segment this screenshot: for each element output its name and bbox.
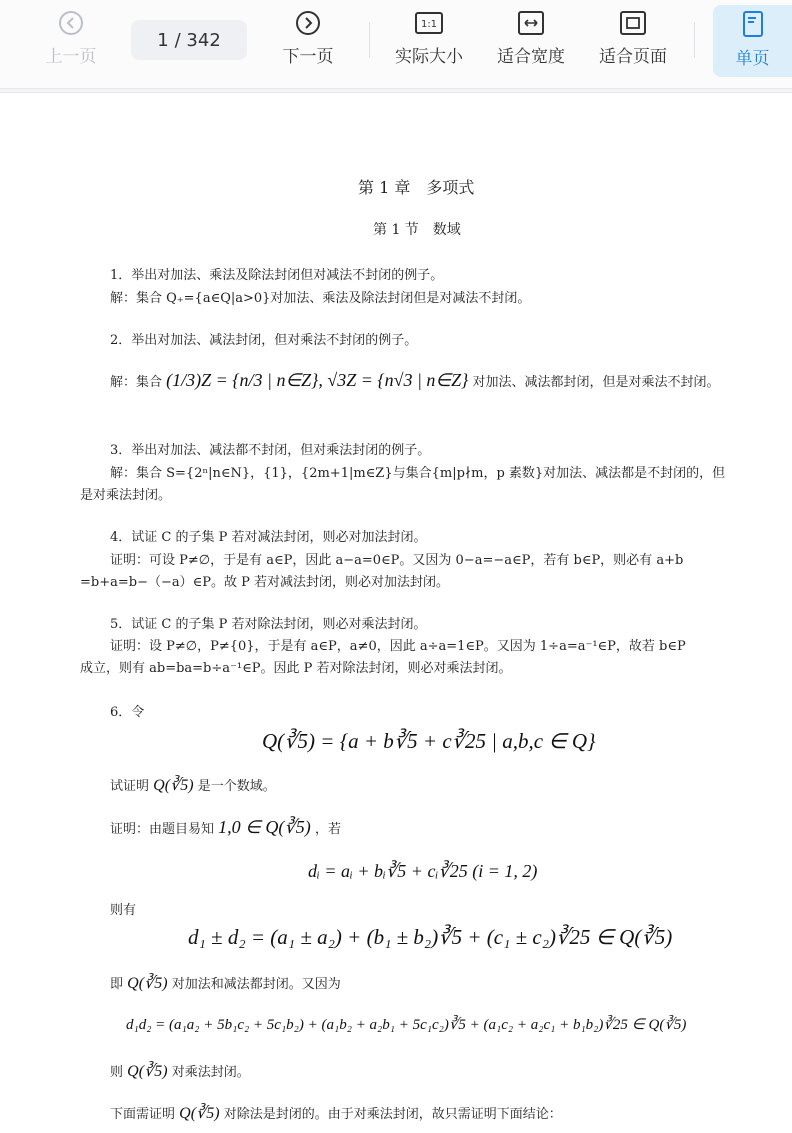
section-heading: 第 1 节 数域 bbox=[373, 222, 461, 238]
text-prefix: 则 bbox=[110, 1065, 124, 1080]
page-total: / 342 bbox=[174, 29, 221, 51]
fit-width-icon bbox=[516, 10, 546, 36]
problem-2-question: 2．举出对加法、减法封闭，但对乘法不封闭的例子。 bbox=[110, 333, 418, 348]
problem-4-question: 4．试证 C 的子集 P 若对减法封闭，则必对加法封闭。 bbox=[110, 530, 427, 545]
problem-3-question: 3．举出对加法、减法都不封闭，但对乘法封闭的例子。 bbox=[110, 443, 431, 458]
actual-size-icon bbox=[414, 10, 444, 36]
fit-width-label: 适合宽度 bbox=[497, 47, 565, 67]
problem-6-prove-line bbox=[110, 775, 276, 795]
problem-5-answer-line2: 成立，则有 ab=ba=b÷a⁻¹∈P。因此 P 若对除法封闭，则必对乘法封闭。 bbox=[80, 661, 512, 676]
text-suffix: 对除法是封闭的。由于对乘法封闭，故只需证明下面结论： bbox=[223, 1107, 562, 1122]
text-prefix: 证明：由题目易知 bbox=[110, 822, 215, 837]
text-suffix: ，若 bbox=[314, 822, 341, 837]
single-page-inner bbox=[713, 10, 792, 76]
text-prefix: 即 bbox=[110, 977, 124, 992]
math-inline: Q(∛5) bbox=[153, 777, 194, 794]
fit-page-icon bbox=[618, 10, 648, 36]
answer-suffix: 对加法、减法都封闭，但是对乘法不封闭。 bbox=[472, 375, 720, 390]
problem-4-answer-line1: 证明：可设 P≠∅，于是有 a∈P，因此 a−a=0∈P。又因为 0−a=−a∈P，若有 b∈P，则必有 a+b bbox=[110, 553, 684, 568]
text-prefix: 下面需证明 bbox=[110, 1107, 176, 1122]
fit-width-button[interactable] bbox=[491, 10, 571, 76]
problem-5-question: 5．试证 C 的子集 P 若对除法封闭，则必对乘法封闭。 bbox=[110, 617, 427, 632]
problem-2-answer bbox=[110, 370, 719, 391]
product-formula: d₁d₂ = (a₁a₂ + 5b₁c₂ + 5c₁b₂) + (a₁b₂ + a₂b₁ + 5c₁c₂)∛5 + (a₁c₂ + a₂c₁ + b₁b₂)∛25 ∈ Q(∛5) bbox=[126, 1017, 687, 1033]
actual-size-label: 实际大小 bbox=[395, 47, 463, 67]
problem-6-proof-start bbox=[110, 817, 341, 838]
multiplication-closed-line bbox=[110, 1061, 250, 1081]
answer-prefix: 解：集合 bbox=[110, 375, 163, 390]
problem-4-answer-line2: =b+a=b−（−a）∈P。故 P 若对减法封闭，则必对加法封闭。 bbox=[80, 575, 449, 590]
single-page-label: 单页 bbox=[735, 49, 770, 69]
next-page-button[interactable] bbox=[273, 10, 343, 76]
di-formula: dᵢ = aᵢ + bᵢ∛5 + cᵢ∛25 (i = 1, 2) bbox=[308, 861, 538, 881]
problem-6-question: 6．令 bbox=[110, 705, 145, 720]
problem-5-answer-line1: 证明：设 P≠∅，P≠{0}，于是有 a∈P，a≠0，因此 a÷a=1∈P。又因为 1÷a=a⁻¹∈P，故若 b∈P bbox=[110, 639, 686, 654]
problem-3-answer-line1: 解：集合 S={2ⁿ|n∈N}，{1}，{2m+1|m∈Z}与集合{m|p∤m，p 素数}对加法、减法都是不封闭的，但 bbox=[110, 466, 726, 481]
text-suffix: 对加法和减法都封闭。又因为 bbox=[171, 977, 341, 992]
text-prefix: 试证明 bbox=[110, 779, 150, 794]
addition-closed-line bbox=[110, 973, 341, 993]
text-suffix: 是一个数域。 bbox=[197, 779, 276, 794]
chapter-heading: 第 1 章 多项式 bbox=[358, 178, 475, 197]
fit-page-button[interactable] bbox=[593, 10, 673, 76]
field-definition-formula: Q(∛5) = {a + b∛5 + c∛25 | a,b,c ∈ Q} bbox=[262, 729, 596, 753]
single-page-icon bbox=[740, 10, 766, 38]
chevron-left-circle-icon bbox=[58, 10, 84, 36]
math-inline: Q(∛5) bbox=[127, 1063, 168, 1080]
single-page-button[interactable] bbox=[713, 5, 792, 77]
sum-formula: d₁ ± d₂ = (a₁ ± a₂) + (b₁ ± b₂)∛5 + (c₁ ± c₂)∛25 ∈ Q(∛5) bbox=[188, 925, 673, 949]
svg-text:1:1: 1:1 bbox=[420, 19, 438, 30]
problem-3-answer-line2: 是对乘法封闭。 bbox=[80, 488, 172, 503]
fit-page-label: 适合页面 bbox=[599, 47, 667, 67]
page-current-input[interactable]: 1 bbox=[157, 29, 169, 51]
math-inline: Q(∛5) bbox=[179, 1105, 220, 1122]
text-suffix: 对乘法封闭。 bbox=[171, 1065, 250, 1080]
prev-page-button[interactable] bbox=[38, 10, 104, 76]
viewer-toolbar bbox=[0, 0, 792, 89]
then-text: 则有 bbox=[110, 903, 137, 918]
toolbar-divider bbox=[694, 22, 695, 58]
page-number-box[interactable] bbox=[131, 20, 247, 60]
next-page-label: 下一页 bbox=[282, 47, 334, 67]
prev-page-label: 上一页 bbox=[45, 47, 97, 67]
division-proof-line bbox=[110, 1103, 562, 1123]
problem-1-question: 1．举出对加法、乘法及除法封闭但对减法不封闭的例子。 bbox=[110, 268, 444, 283]
document-page bbox=[0, 92, 792, 1133]
toolbar-divider bbox=[369, 22, 370, 58]
chevron-right-circle-icon bbox=[295, 10, 321, 36]
problem-1-answer: 解：集合 Q₊={a∈Q|a>0}对加法、乘法及除法封闭但是对减法不封闭。 bbox=[110, 291, 531, 306]
math-expression: (1/3)Z = {n/3 | n∈Z}, √3Z = {n√3 | n∈Z} bbox=[166, 370, 469, 390]
actual-size-button[interactable] bbox=[389, 10, 469, 76]
math-inline: 1,0 ∈ Q(∛5) bbox=[218, 817, 311, 837]
math-inline: Q(∛5) bbox=[127, 975, 168, 992]
